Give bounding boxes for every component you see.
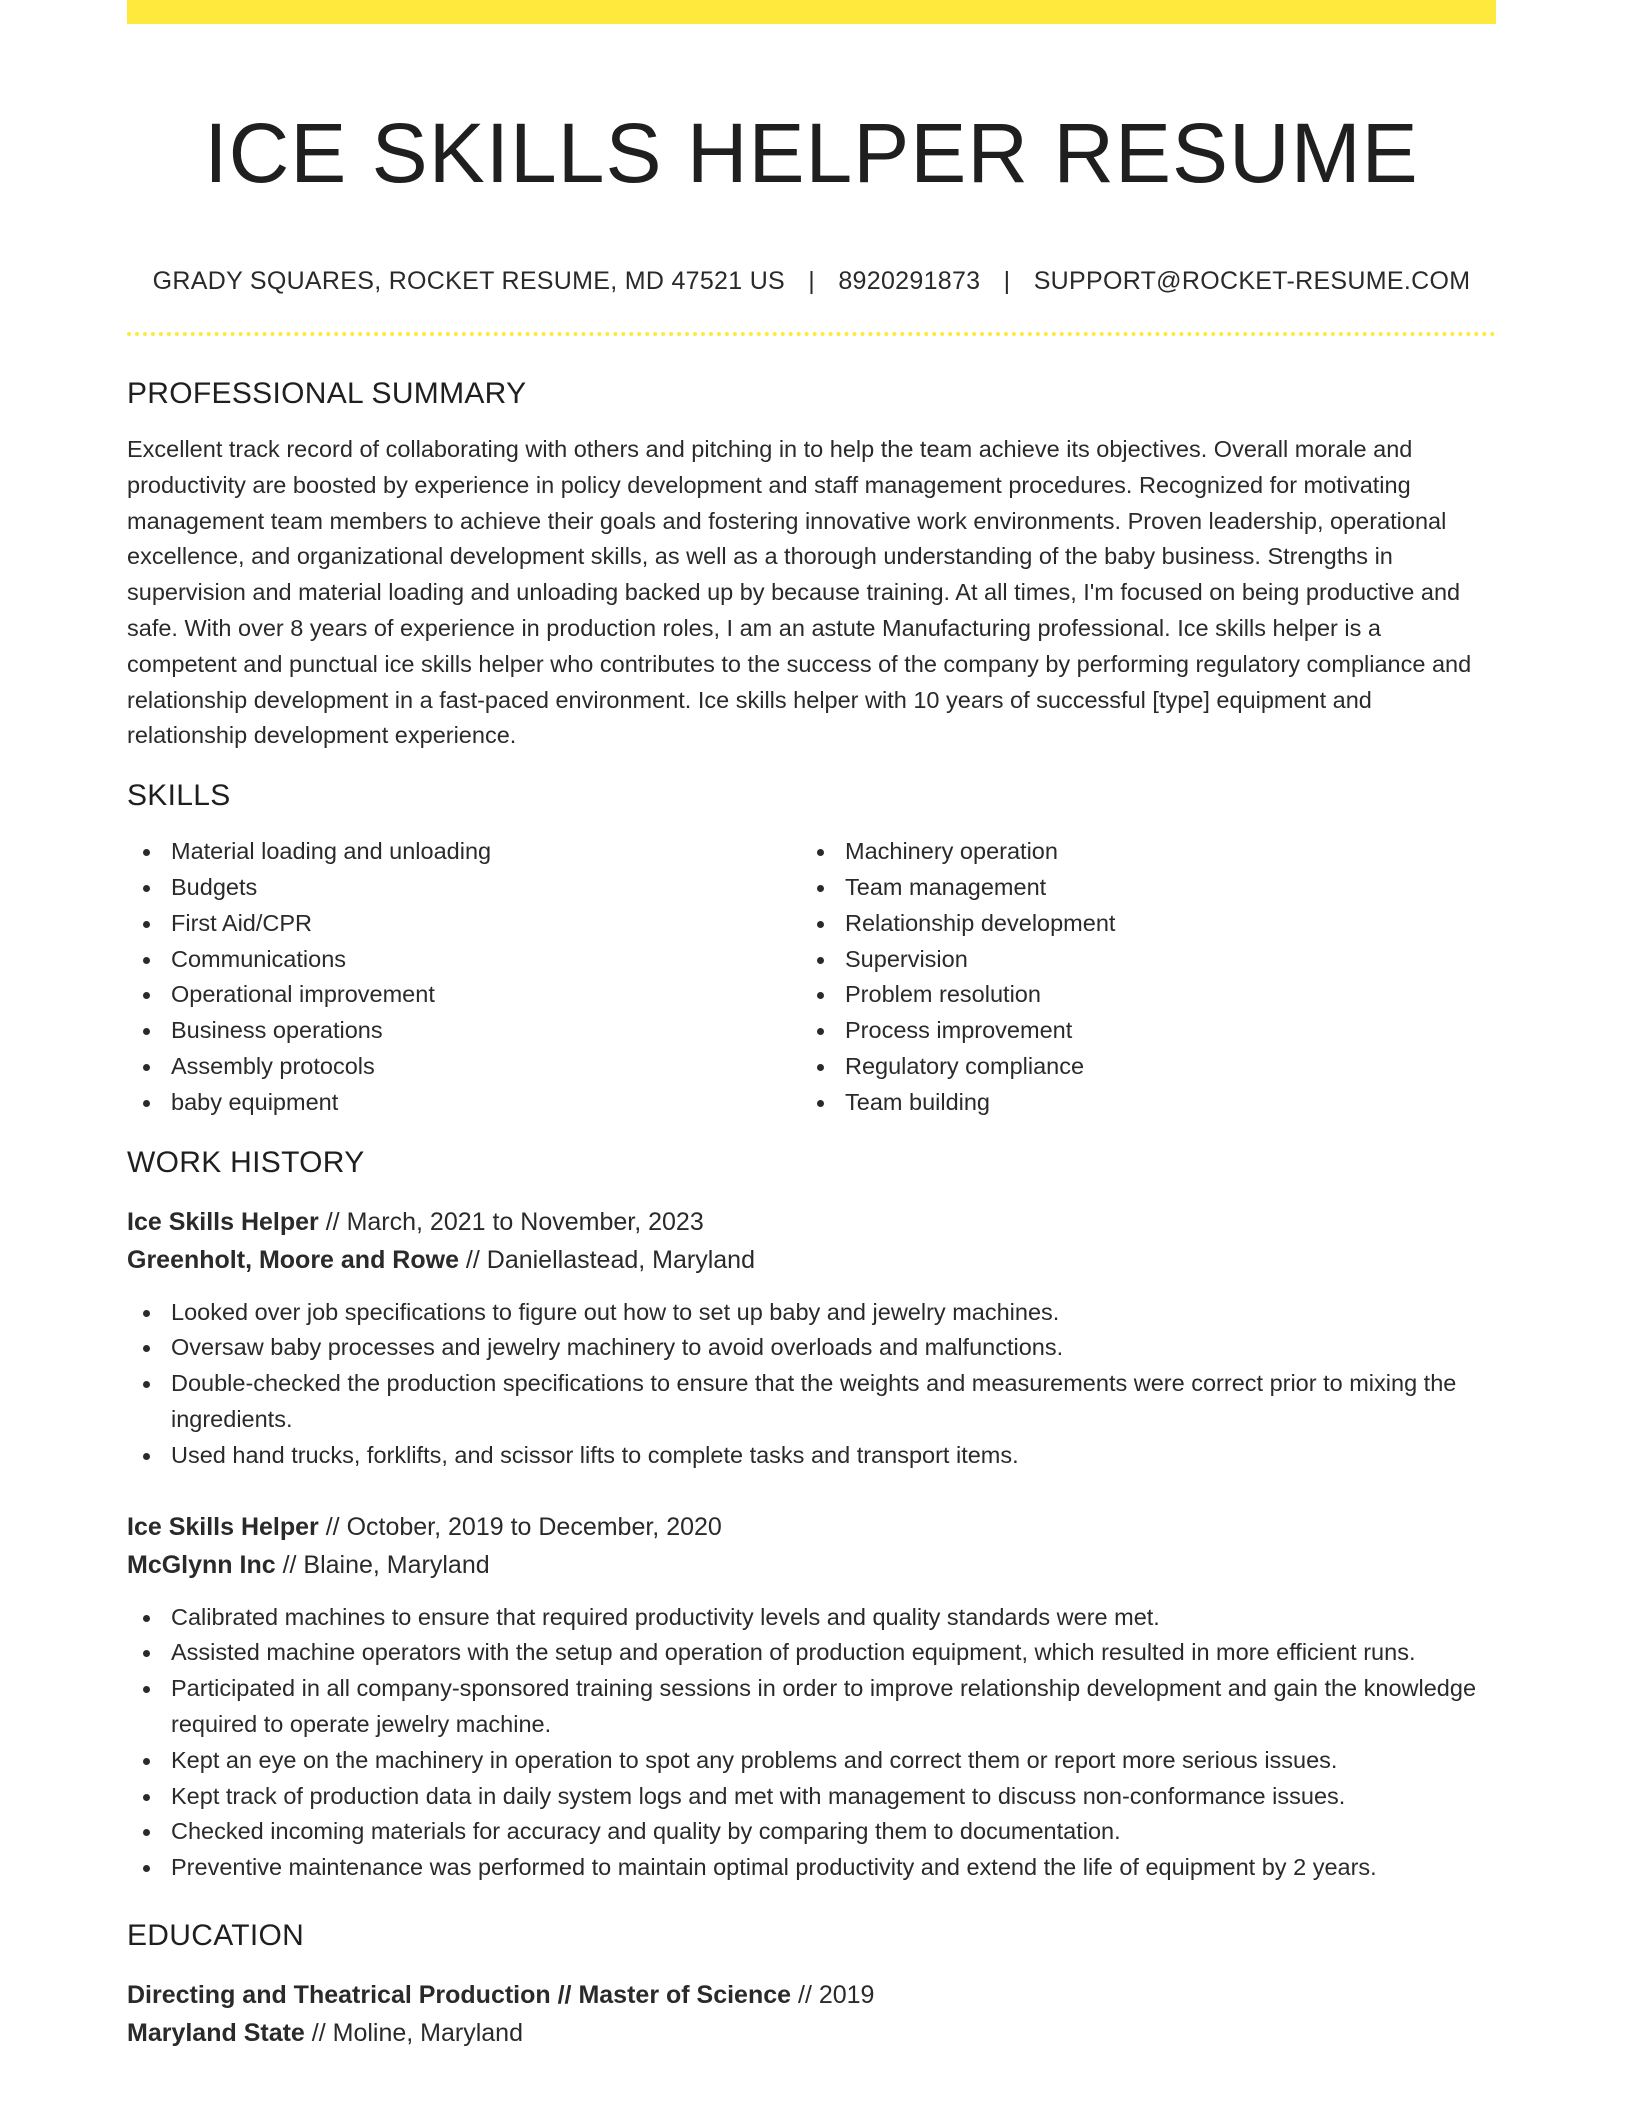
skill-item: Supervision: [801, 942, 1475, 978]
skill-item: Team building: [801, 1085, 1475, 1121]
job-bullets: [127, 1600, 1496, 1886]
contact-email: SUPPORT@ROCKET-RESUME.COM: [1033, 267, 1471, 295]
job-dates: // October, 2019 to December, 2020: [318, 1512, 722, 1541]
job-dates: // March, 2021 to November, 2023: [318, 1207, 704, 1236]
job-location: // Daniellastead, Maryland: [458, 1245, 755, 1274]
skill-item: Business operations: [127, 1013, 801, 1049]
school-name: Maryland State: [127, 2018, 305, 2047]
job-title: Ice Skills Helper: [127, 1207, 319, 1236]
resume-page: [127, 0, 1496, 2052]
skill-item: Budgets: [127, 870, 801, 906]
dotted-divider: [127, 332, 1496, 336]
professional-summary-section: [127, 374, 1496, 754]
job-location: // Blaine, Maryland: [275, 1550, 490, 1579]
skills-section: [127, 776, 1496, 1120]
skills-grid: [127, 834, 1496, 1120]
work-history-section: [127, 1143, 1496, 1886]
accent-top-bar: [127, 0, 1496, 24]
section-heading: WORK HISTORY: [127, 1145, 365, 1179]
job-bullet: Preventive maintenance was performed to maintain optimal productivity and extend the life of equipment by 2 years.: [127, 1850, 1496, 1886]
section-heading: SKILLS: [127, 779, 231, 813]
skill-item: Material loading and unloading: [127, 834, 801, 870]
job-bullet: Participated in all company-sponsored training sessions in order to improve relationship development and gain the knowledge required to operate jewelry machine.: [127, 1671, 1496, 1743]
job-bullet: Calibrated machines to ensure that required productivity levels and quality standards were met.: [127, 1600, 1496, 1636]
skill-item: Relationship development: [801, 906, 1475, 942]
contact-separator: |: [1003, 267, 1011, 295]
job-bullet: Checked incoming materials for accuracy and quality by comparing them to documentation.: [127, 1814, 1496, 1850]
contact-phone: 8920291873: [838, 267, 981, 295]
skill-item: Machinery operation: [801, 834, 1475, 870]
skill-item: Operational improvement: [127, 977, 801, 1013]
job-company-line: [127, 1546, 1496, 1584]
summary-text: Excellent track record of collaborating with others and pitching in to help the team achieve its objectives. Overall morale and productivity are boosted by experience in policy development and staff management procedures. Recognized for motivating management team members to achieve their goals and fostering innovative work environments. Proven leadership, operational excellence, and organizational development skills, as well as a thorough understanding of the baby business. Strengths in supervision and material loading and unloading backed up by because training. At all times, I'm focused on being productive and safe. With over 8 years of experience in production roles, I am an astute Manufacturing professional. Ice skills helper is a competent and punctual ice skills helper who contributes to the success of the company by performing regulatory compliance and relationship development in a fast-paced environment. Ice skills helper with 10 years of successful [type] equipment and relationship development experience.: [127, 436, 1472, 749]
skill-item: Team management: [801, 870, 1475, 906]
contact-address: GRADY SQUARES, ROCKET RESUME, MD 47521 US: [152, 267, 786, 295]
school-location: // Moline, Maryland: [304, 2018, 523, 2047]
skill-item: Communications: [127, 942, 801, 978]
skill-item: Process improvement: [801, 1013, 1475, 1049]
job-title-line: [127, 1508, 1496, 1546]
job-bullet: Used hand trucks, forklifts, and scissor lifts to complete tasks and transport items.: [127, 1438, 1496, 1474]
resume-title: ICE SKILLS HELPER RESUME: [204, 106, 1419, 200]
job-bullet: Kept track of production data in daily system logs and met with management to discuss non-conformance issues.: [127, 1779, 1496, 1815]
skills-list-right: [801, 834, 1475, 1120]
degree-line: [127, 1976, 1496, 2014]
graduation-year: // 2019: [791, 1980, 875, 2009]
skill-item: Problem resolution: [801, 977, 1475, 1013]
job-title-line: [127, 1203, 1496, 1241]
job-title: Ice Skills Helper: [127, 1512, 319, 1541]
skill-item: baby equipment: [127, 1085, 801, 1121]
job-bullet: Looked over job specifications to figure out how to set up baby and jewelry machines.: [127, 1295, 1496, 1331]
job-bullet: Kept an eye on the machinery in operation to spot any problems and correct them or report more serious issues.: [127, 1743, 1496, 1779]
job-company: McGlynn Inc: [127, 1550, 276, 1579]
job-company: Greenholt, Moore and Rowe: [127, 1245, 459, 1274]
job-bullet: Oversaw baby processes and jewelry machinery to avoid overloads and malfunctions.: [127, 1330, 1496, 1366]
section-heading: PROFESSIONAL SUMMARY: [127, 377, 527, 410]
job-bullets: [127, 1295, 1496, 1474]
job-company-line: [127, 1241, 1496, 1279]
skill-item: Regulatory compliance: [801, 1049, 1475, 1085]
degree: Directing and Theatrical Production // Master of Science: [127, 1980, 792, 2009]
contact-line: [127, 266, 1496, 296]
job-bullet: Assisted machine operators with the setup and operation of production equipment, which resulted in more efficient runs.: [127, 1635, 1496, 1671]
education-entry: [127, 1976, 1496, 2052]
section-heading: EDUCATION: [127, 1918, 305, 1952]
job-entry: [127, 1508, 1496, 1886]
skill-item: First Aid/CPR: [127, 906, 801, 942]
job-bullet: Double-checked the production specifications to ensure that the weights and measurements were correct prior to mixing the ingredients.: [127, 1366, 1496, 1438]
skill-item: Assembly protocols: [127, 1049, 801, 1085]
school-line: [127, 2014, 1496, 2052]
education-section: [127, 1916, 1496, 2052]
contact-separator: |: [808, 267, 816, 295]
skills-list-left: [127, 834, 801, 1120]
job-entry: [127, 1203, 1496, 1474]
